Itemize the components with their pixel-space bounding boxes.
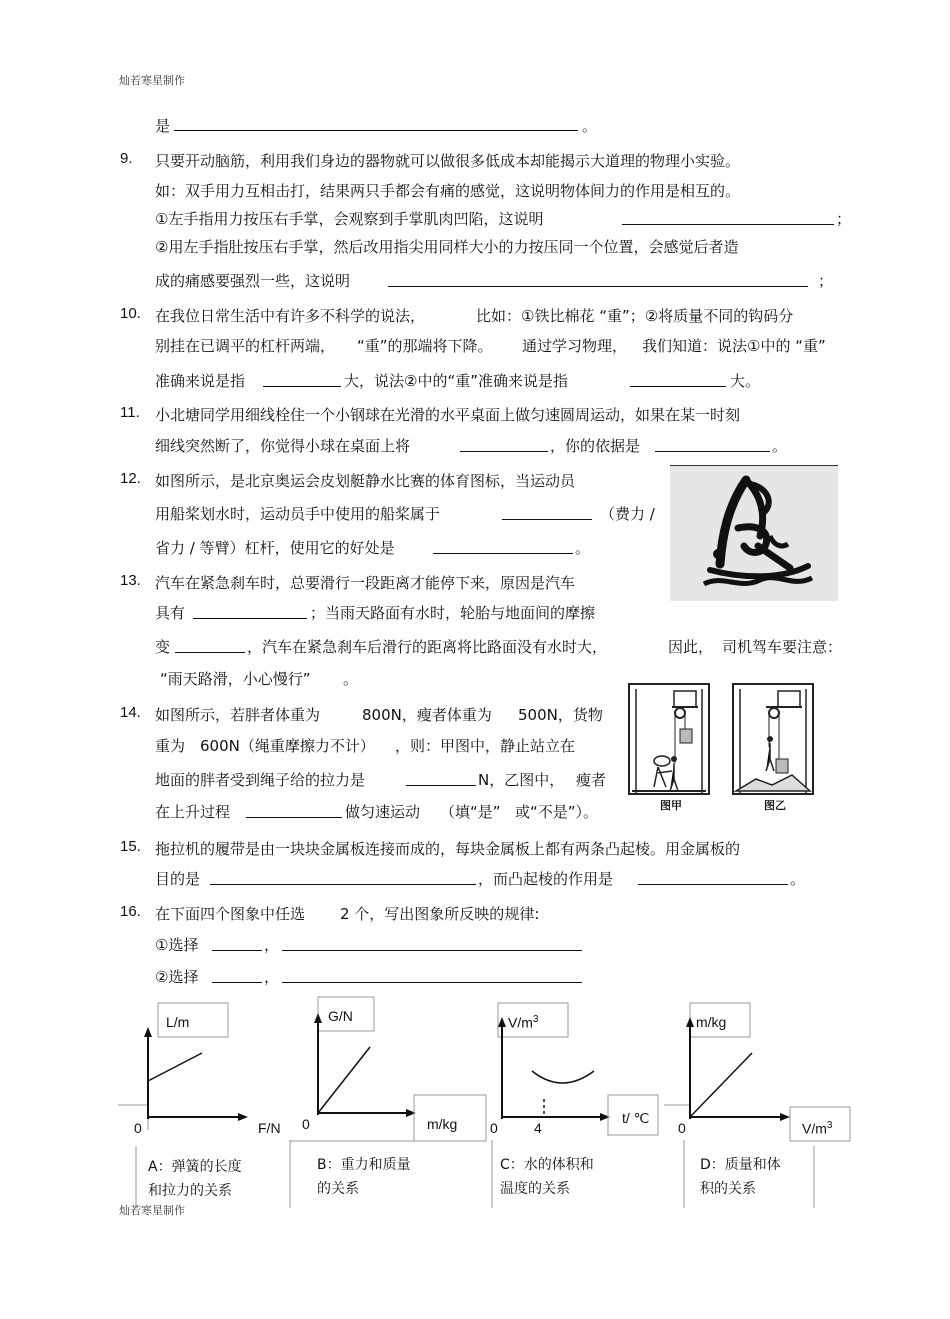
q14-line3c: 瘦者 (576, 771, 607, 789)
q10-line3a: 准确来说是指 (155, 372, 246, 390)
pulley-figure-b (732, 683, 814, 812)
q12-number: 12. (120, 470, 141, 487)
q8-tail (155, 115, 597, 136)
graph-c-origin: 0 (490, 1120, 498, 1136)
q9-line2: 如：双手用力互相击打，结果两只手都会有痛的感觉，这说明物体间力的作用是相互的。 (155, 182, 741, 200)
graph-d-origin: 0 (678, 1120, 686, 1136)
q10-number: 10. (120, 305, 141, 322)
q8-post: 。 (582, 117, 598, 135)
q15-line2c: 。 (790, 870, 806, 888)
q9-number: 9. (120, 150, 133, 167)
q14-number: 14. (120, 704, 141, 721)
graph-b-caption-line1: B：重力和质量 (317, 1157, 411, 1173)
graph-b-caption-line2: 的关系 (317, 1181, 359, 1197)
q13-line3c: 因此， (668, 638, 714, 656)
fig-b-label: 图乙 (764, 799, 786, 812)
q11-line2c: 。 (772, 437, 788, 455)
q13-line3d: 司机驾车要注意： (722, 638, 843, 656)
graph-a-caption-line2: 和拉力的关系 (148, 1183, 232, 1199)
q16-number: 16. (120, 903, 141, 920)
page-footer: 灿若寒星制作 (119, 1204, 185, 1217)
q13-line2b: ；当雨天路面有水时，轮胎与地面间的摩擦 (310, 604, 596, 622)
graph-d-ylabel: m/kg (696, 1014, 727, 1030)
q14-line4d: 或“不是”）。 (515, 803, 599, 821)
q12-blank1[interactable] (502, 505, 592, 520)
page-header: 灿若寒星制作 (119, 74, 185, 87)
q15-blank2[interactable] (638, 870, 788, 885)
graph-d-xlabel-sup: 3 (826, 1120, 833, 1131)
graphs-svg (118, 995, 858, 1145)
graph-a-xlabel: F/N (258, 1120, 281, 1136)
pulley-drawing-b (732, 683, 814, 795)
q16-line1b: 2 个，写出图象所反映的规律: (340, 905, 540, 923)
q9-line1: 只要开动脑筋，利用我们身边的器物就可以做很多低成本却能揭示大道理的物理小实验。 (155, 152, 741, 170)
graph-c-ylabel (508, 1014, 538, 1031)
q16-select2-answer[interactable] (282, 968, 582, 983)
graph-b-origin: 0 (302, 1116, 310, 1132)
fig-a-label: 图甲 (660, 799, 682, 812)
q12-line3b: 。 (575, 539, 591, 557)
q14-line3a: 地面的胖者受到绳子给的拉力是 (155, 771, 366, 789)
q14-line4a: 在上升过程 (155, 803, 231, 821)
q14-line2c: ，则：甲图中，静止站立在 (395, 737, 576, 755)
q13-line3b: ，汽车在紧急刹车后滑行的距离将比路面没有水时大， (247, 638, 608, 656)
q16-select1-label: ①选择 (155, 936, 199, 954)
q10-line2d: 我们知道：说法①中的 “重” (642, 337, 826, 355)
graph-c-ylabel-text: V/m (508, 1014, 533, 1031)
q9-line3: ①左手指用力按压右手掌，会观察到手掌肌肉凹陷，这说明 (155, 210, 544, 228)
q9-blank1[interactable] (622, 210, 834, 225)
q11-line2b: ，你的依据是 (550, 437, 641, 455)
caption-box-lines (118, 1140, 858, 1210)
graph-d-caption-line2: 积的关系 (700, 1181, 756, 1197)
q13-line2a: 具有 (155, 604, 186, 622)
q15-line2b: ，而凸起棱的作用是 (478, 870, 614, 888)
q8-answer-blank[interactable] (174, 116, 578, 131)
q10-line3b: 大，说法②中的“重”准确来说是指 (344, 372, 568, 390)
q10-line1b: 比如：①铁比棉花 “重”；②将质量不同的钩码分 (476, 307, 794, 325)
q14-line1a: 如图所示，若胖者体重为 (155, 706, 321, 724)
q13-line1: 汽车在紧急刹车时，总要滑行一段距离才能停下来，原因是汽车 (155, 574, 576, 592)
graph-c-caption-line2: 温度的关系 (500, 1181, 570, 1197)
q16-select2-blank[interactable] (212, 968, 262, 983)
q11-number: 11. (120, 404, 140, 421)
graph-a-origin: 0 (134, 1120, 142, 1136)
q12-line2b: （费力 / (600, 505, 655, 523)
q15-number: 15. (120, 838, 141, 855)
q16-select1-comma: ， (264, 936, 280, 954)
q10-line2b: “重”的那端将下降。 (357, 337, 493, 355)
q13-line3a: 变 (155, 638, 171, 656)
q8-pre: 是 (155, 117, 171, 135)
q12-line3a: 省力 / 等臂）杠杆，使用它的好处是 (155, 539, 395, 557)
q13-line4-end: 。 (343, 670, 359, 688)
q14-line1b: 800N，瘦者体重为 (362, 706, 492, 724)
kayak-pictogram-figure (670, 465, 838, 601)
q11-line1: 小北塘同学用细线栓住一个小钢球在光滑的水平桌面上做匀速圆周运动，如果在某一时刻 (155, 406, 741, 424)
q11-blank2[interactable] (655, 437, 770, 452)
q13-number: 13. (120, 572, 141, 589)
q9-line5-end: ； (818, 272, 834, 290)
graph-a-caption-line1: A：弹簧的长度 (148, 1159, 242, 1175)
q15-blank1[interactable] (210, 870, 476, 885)
graph-a-ylabel: L/m (166, 1014, 190, 1030)
q10-line2c: 通过学习物理， (522, 337, 628, 355)
q14-line3b: N，乙图中， (478, 771, 565, 789)
q10-line2a: 别挂在已调平的杠杆两端， (155, 337, 336, 355)
graph-d-xlabel (802, 1120, 832, 1137)
q9-line4: ②用左手指肚按压右手掌，然后改用指尖用同样大小的力按压同一个位置，会感觉后者造 (155, 238, 739, 256)
q10-blank2[interactable] (630, 372, 726, 387)
q13-blank2[interactable] (175, 638, 245, 653)
graph-b-ylabel: G/N (328, 1008, 353, 1024)
q12-line1: 如图所示，是北京奥运会皮划艇静水比赛的体育图标，当运动员 (155, 472, 576, 490)
q14-line4b: 做匀速运动 (345, 803, 421, 821)
q14-line1c: 500N，货物 (518, 706, 603, 724)
q13-blank1[interactable] (193, 604, 307, 619)
kayak-icon (670, 466, 838, 601)
q15-line2a: 目的是 (155, 870, 201, 888)
q9-line3-end: ； (836, 210, 852, 228)
graph-c-tick: 4 (534, 1120, 542, 1136)
q10-line1a: 在我位日常生活中有许多不科学的说法， (155, 307, 426, 325)
graph-c-ylabel-sup: 3 (532, 1014, 539, 1025)
graph-c-caption-line1: C：水的体积和 (500, 1157, 594, 1173)
q12-line2a: 用船桨划水时，运动员手中使用的船桨属于 (155, 505, 441, 523)
q14-blank1[interactable] (406, 771, 476, 786)
q9-blank2[interactable] (388, 272, 808, 287)
q16-select2-label: ②选择 (155, 968, 199, 986)
q16-line1a: 在下面四个图象中任选 (155, 905, 306, 923)
q16-select1-blank[interactable] (212, 936, 262, 951)
q10-blank1[interactable] (263, 372, 341, 387)
q13-line4: “雨天路滑，小心慢行” (160, 670, 311, 688)
pulley-drawing-a (628, 683, 710, 795)
graph-c-xlabel: t/ ℃ (622, 1110, 650, 1126)
q11-line2a: 细线突然断了，你觉得小球在桌面上将 (155, 437, 411, 455)
pulley-figure-a (628, 683, 710, 812)
q11-blank1[interactable] (460, 437, 548, 452)
q9-line5: 成的痛感要强烈一些，这说明 (155, 272, 351, 290)
q10-line3c: 大。 (730, 372, 761, 390)
q14-line4c: （填“是” (440, 803, 501, 821)
q16-select2-comma: ， (264, 968, 280, 986)
graph-d-xlabel-text: V/m (802, 1120, 827, 1137)
q14-line2a: 重为 (155, 737, 186, 755)
q16-select1-answer[interactable] (282, 936, 582, 951)
q15-line1: 拖拉机的履带是由一块块金属板连接而成的，每块金属板上都有两条凸起棱。用金属板的 (155, 840, 741, 858)
q14-blank2[interactable] (246, 803, 342, 818)
graph-b-xlabel: m/kg (427, 1116, 458, 1132)
graph-d-caption-line1: D：质量和体 (700, 1157, 781, 1173)
q12-blank2[interactable] (433, 539, 573, 554)
q14-line2b: 600N（绳重摩擦力不计） (200, 737, 375, 755)
